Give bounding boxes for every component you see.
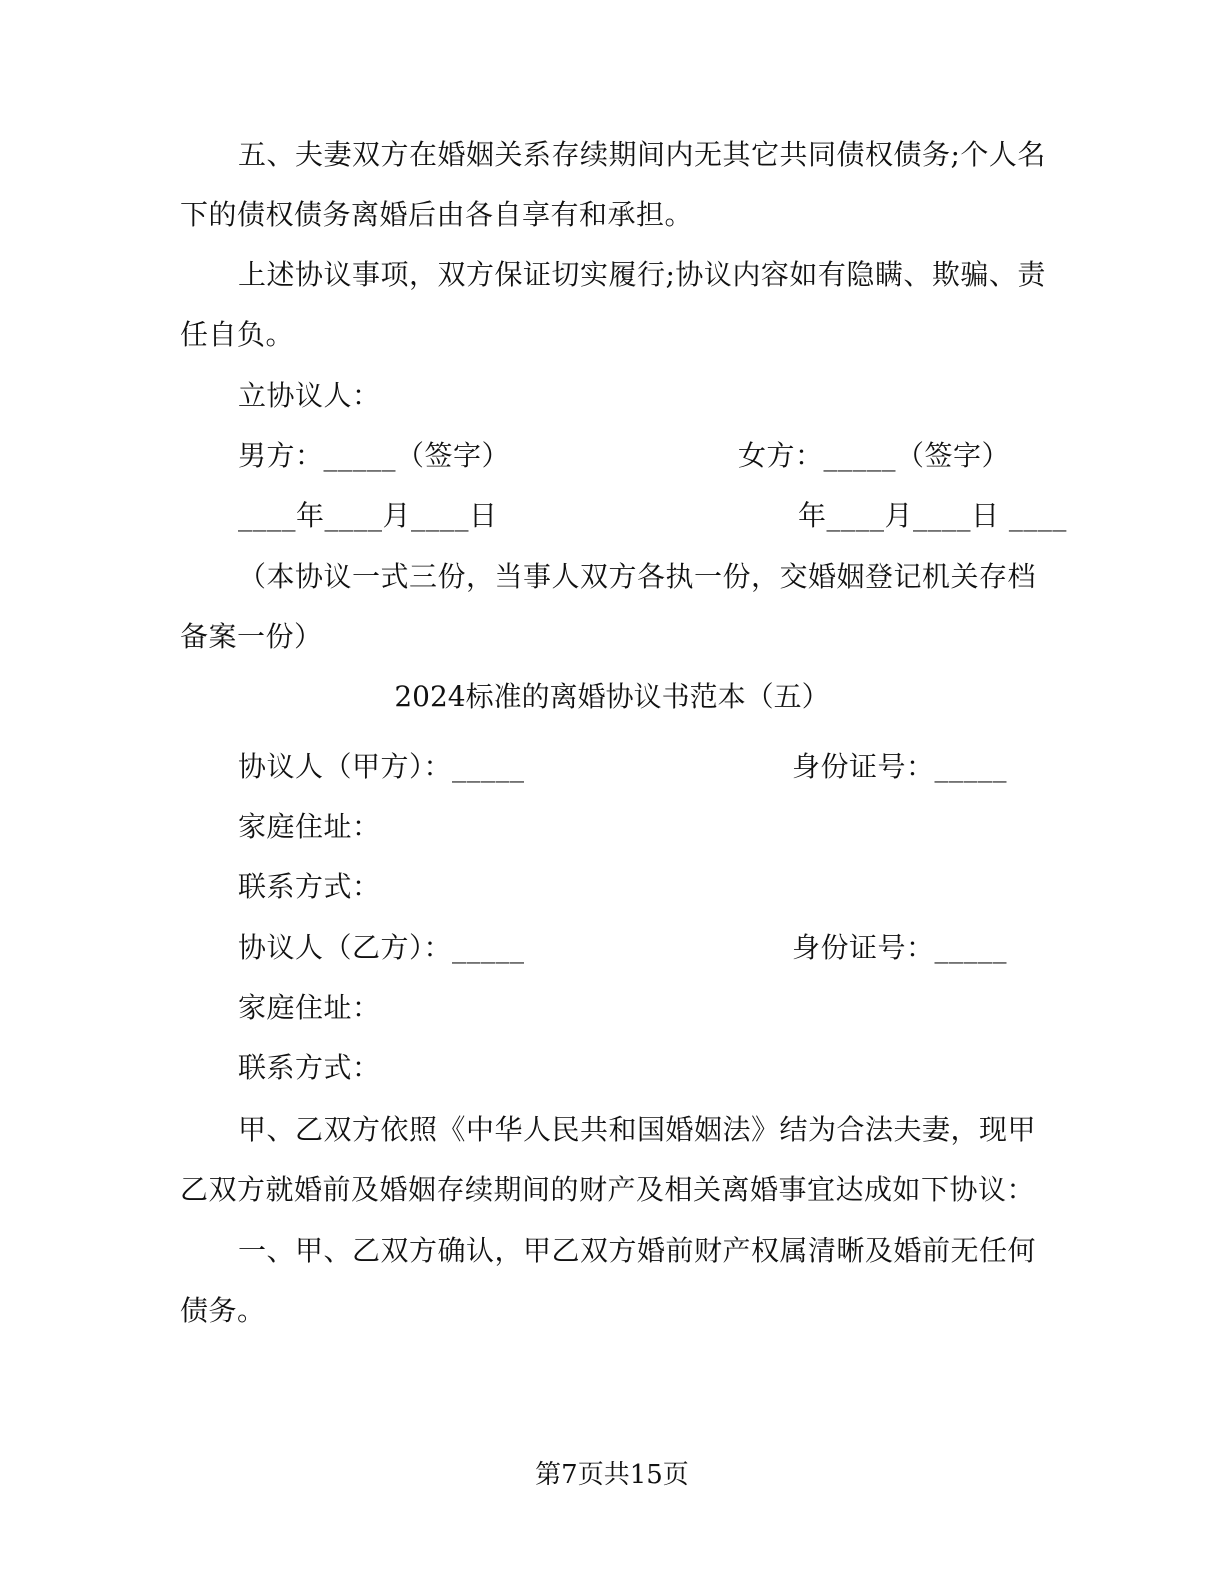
- female-signature: 女方：_____（签字）: [738, 439, 1011, 472]
- party-a: 协议人（甲方）：_____: [238, 750, 525, 783]
- section-title: 2024标准的离婚协议书范本（五）: [394, 680, 830, 713]
- copies-note-line-1: （本协议一式三份，当事人双方各执一份，交婚姻登记机关存档: [238, 560, 1037, 593]
- clause-one-line-1: 一、甲、乙双方确认，甲乙双方婚前财产权属清晰及婚前无任何: [238, 1234, 1037, 1267]
- party-b-contact: 联系方式：: [238, 1051, 381, 1084]
- date-right: 年____月____日 ____: [798, 499, 1067, 532]
- signers-label: 立协议人：: [238, 379, 381, 412]
- intro-line-1: 甲、乙双方依照《中华人民共和国婚姻法》结为合法夫妻，现甲: [238, 1113, 1037, 1146]
- intro-line-2: 乙双方就婚前及婚姻存续期间的财产及相关离婚事宜达成如下协议：: [180, 1173, 1036, 1206]
- page-number-footer: 第7页共15页: [535, 1460, 689, 1490]
- party-a-id: 身份证号：_____: [792, 750, 1008, 783]
- party-b-address: 家庭住址：: [238, 991, 381, 1024]
- party-a-address: 家庭住址：: [238, 810, 381, 843]
- party-b-id: 身份证号：_____: [792, 931, 1008, 964]
- copies-note-line-2: 备案一份）: [180, 620, 323, 653]
- guarantee-line-1: 上述协议事项，双方保证切实履行;协议内容如有隐瞒、欺骗、责: [238, 258, 1046, 291]
- party-a-contact: 联系方式：: [238, 870, 381, 903]
- party-b: 协议人（乙方）：_____: [238, 931, 525, 964]
- clause-five-line-1: 五、夫妻双方在婚姻关系存续期间内无其它共同债权债务;个人名: [238, 138, 1046, 171]
- clause-five-line-2: 下的债权债务离婚后由各自享有和承担。: [180, 198, 694, 231]
- date-left: ____年____月____日: [238, 499, 498, 532]
- guarantee-line-2: 任自负。: [180, 318, 295, 351]
- male-signature: 男方：_____（签字）: [238, 439, 511, 472]
- clause-one-line-2: 债务。: [180, 1294, 266, 1327]
